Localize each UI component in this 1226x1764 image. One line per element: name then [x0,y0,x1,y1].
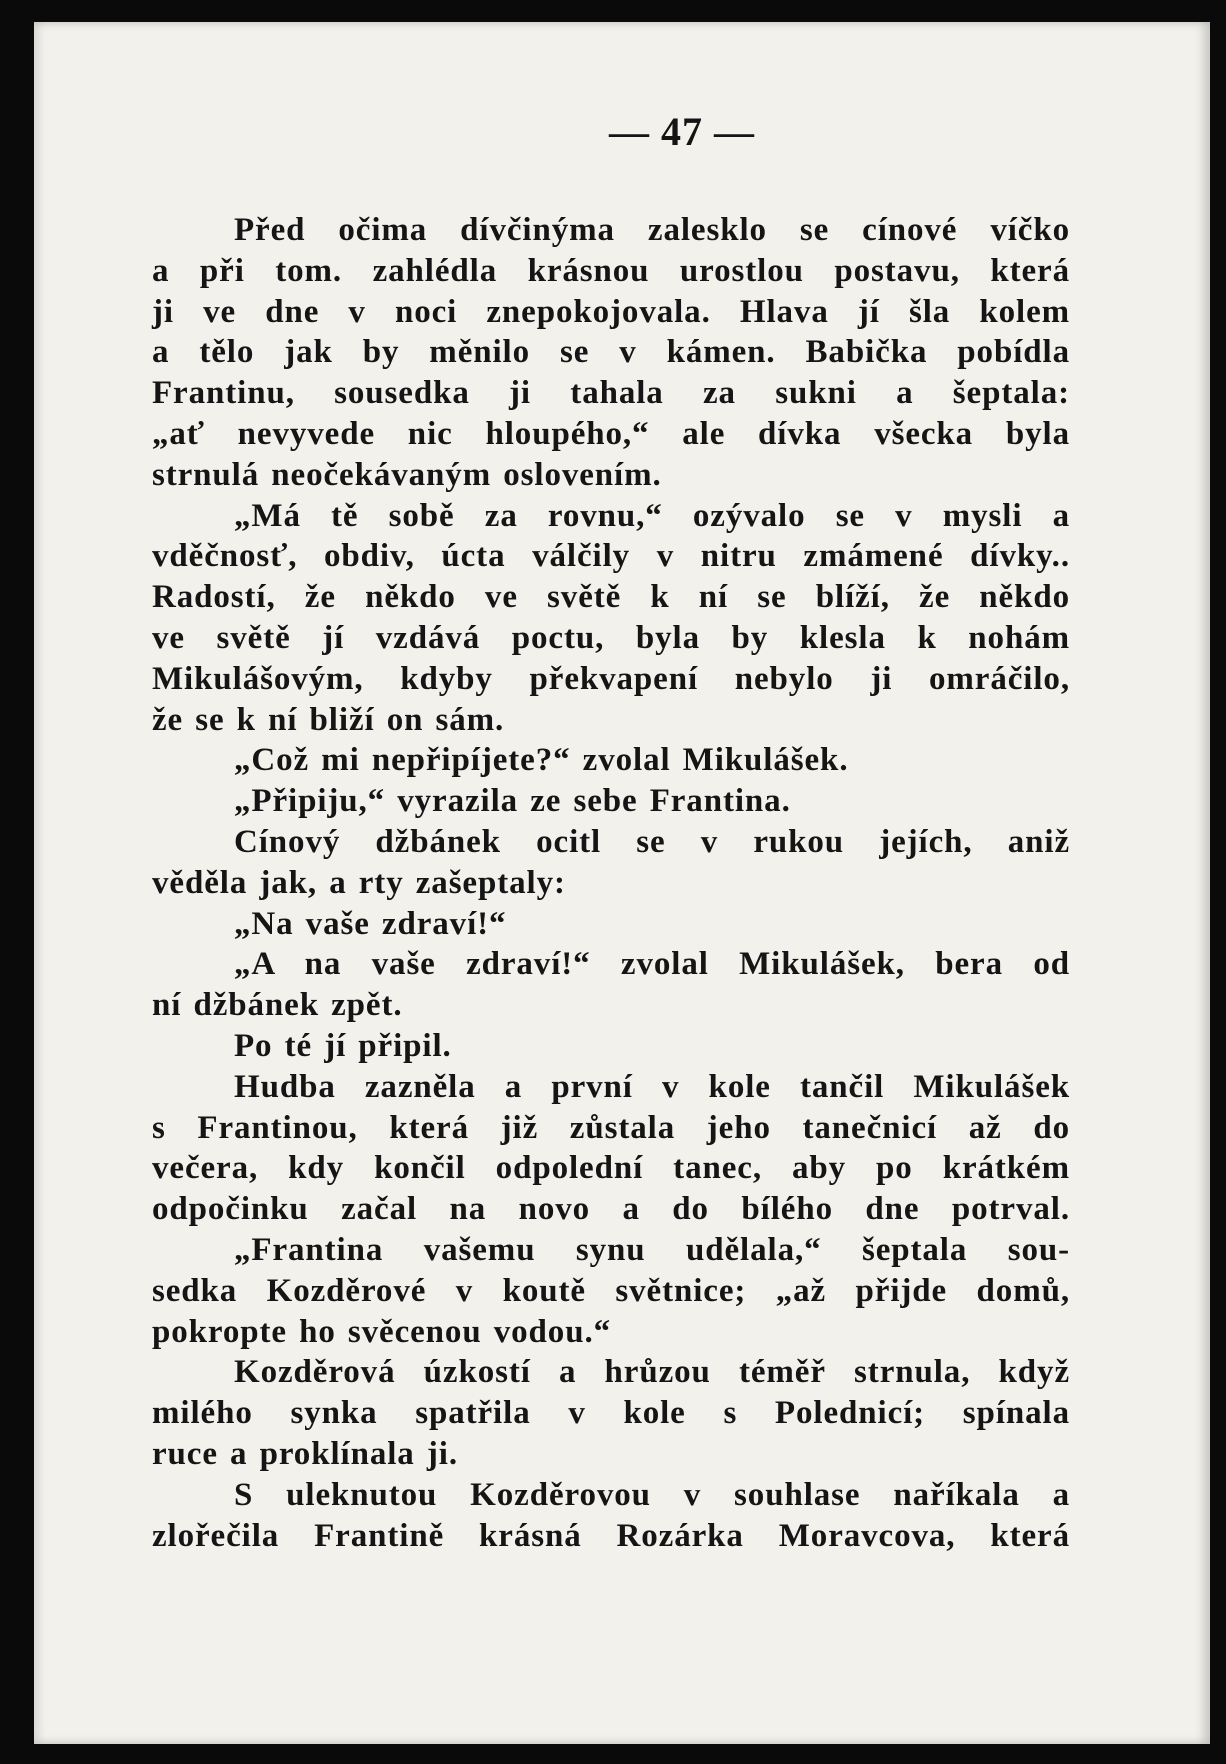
text-line: vděčnosť, obdiv, úcta válčily v nitru zmámené dívky.. [152,538,1070,575]
text-line: „Což mi nepřipíjete?“ zvolal Mikulášek. [234,742,849,779]
text-line: „A na vaše zdraví!“ zvolal Mikulášek, bera od [234,946,1070,983]
text-line: zlořečila Frantině krásná Rozárka Moravcova, která [152,1517,1070,1554]
text-line: večera, kdy končil odpolední tanec, aby po krátkém [152,1150,1070,1187]
body-text [152,210,1070,1556]
text-line: S uleknutou Kozděrovou v souhlase naříkala a [234,1476,1070,1513]
page-number: — 47 — [609,109,755,154]
text-line: že se k ní bliží on sám. [152,701,505,738]
text-line: ní džbánek zpět. [152,987,403,1024]
text-line: „ať nevyvede nic hloupého,“ ale dívka všecka byla [152,415,1070,452]
text-line: ji ve dne v noci znepokojovala. Hlava jí šla kolem [152,293,1070,330]
text-line: sedka Kozděrové v koutě světnice; „až přijde domů, [152,1272,1070,1309]
text-line: „Frantina vašemu synu udělala,“ šeptala sou- [234,1231,1070,1268]
text-line: Hudba zazněla a první v kole tančil Mikulášek [234,1068,1070,1105]
text-line: a při tom. zahlédla krásnou urostlou postavu, která [152,252,1070,289]
text-line: odpočinku začal na novo a do bílého dne potrval. [152,1191,1070,1228]
text-line: ve světě jí vzdává poctu, byla by klesla k nohám [152,619,1070,656]
text-line: Kozděrová úzkostí a hrůzou téměř strnula, když [234,1354,1070,1391]
text-line: Po té jí připil. [234,1027,452,1064]
text-line: a tělo jak by měnilo se v kámen. Babička pobídla [152,334,1070,371]
text-line: strnulá neočekávaným oslovením. [152,456,662,493]
text-line: pokropte ho svěcenou vodou.“ [152,1313,611,1350]
text-line: milého synka spatřila v kole s Polednicí; spínala [152,1395,1070,1432]
text-line: s Frantinou, která již zůstala jeho tanečnicí až do [152,1109,1070,1146]
book-page [34,22,1210,1744]
text-line: věděla jak, a rty zašeptaly: [152,864,566,901]
text-line: Před očima dívčinýma zalesklo se cínové víčko [234,212,1070,248]
text-line: „Na vaše zdraví!“ [234,905,507,942]
text-line: Cínový džbánek ocitl se v rukou jejích, aniž [234,823,1070,860]
text-line: Radostí, že někdo ve světě k ní se blíží, že někdo [152,579,1070,616]
text-line: Frantinu, sousedka ji tahala za sukni a šeptala: [152,375,1070,412]
text-line: „Má tě sobě za rovnu,“ ozývalo se v mysli a [234,497,1070,534]
text-line: ruce a proklínala ji. [152,1435,458,1472]
text-line: Mikulášovým, kdyby překvapení nebylo ji omráčilo, [152,660,1070,697]
text-line: „Připiju,“ vyrazila ze sebe Frantina. [234,783,791,820]
